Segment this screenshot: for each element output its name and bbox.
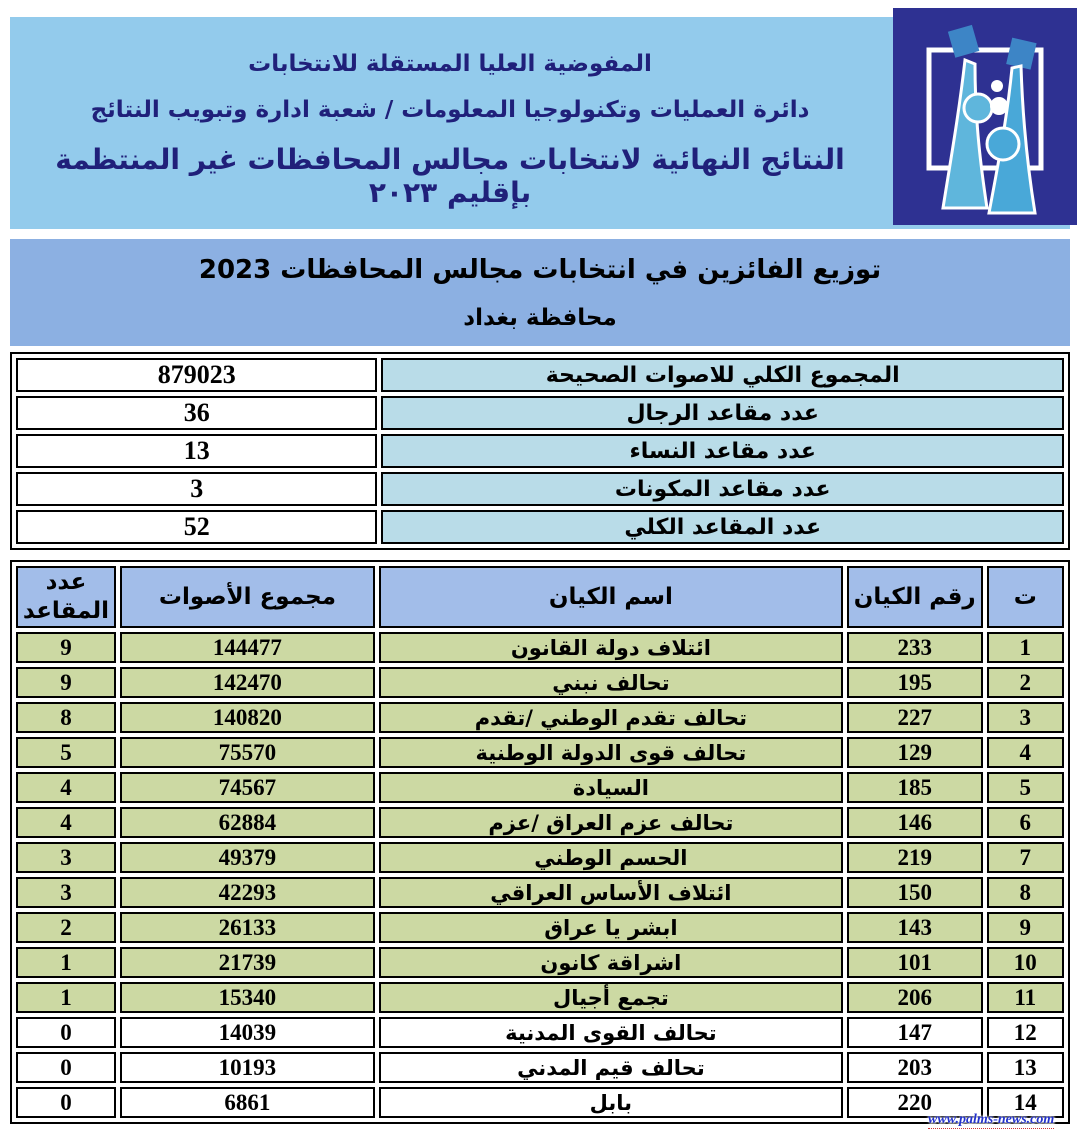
votes-cell: 21739 [120,947,375,978]
entity-no-cell: 147 [847,1017,983,1048]
entity-no-cell: 206 [847,982,983,1013]
table-row [16,772,1064,803]
voter-figure-right-head [987,128,1019,160]
votes-cell: 26133 [120,912,375,943]
site-watermark: www.palms-news.com [928,1112,1055,1127]
serial-cell: 9 [987,912,1065,943]
ihec-logo [893,8,1077,225]
entity-no-cell: 219 [847,842,983,873]
table-row [16,702,1064,733]
governorate-name: محافظة بغداد [463,304,617,331]
entity-no-cell: 220 [847,1087,983,1118]
serial-cell: 8 [987,877,1065,908]
summary-table [10,352,1070,550]
logo-dot-large [990,97,1008,115]
serial-cell: 3 [987,702,1065,733]
table-row [16,807,1064,838]
seats-cell: 1 [16,947,116,978]
ihec-logo-graphic [893,8,1077,225]
table-row [16,982,1064,1013]
table-row [16,667,1064,698]
votes-cell: 142470 [120,667,375,698]
serial-cell: 11 [987,982,1065,1013]
department-name: دائرة العمليات وتكنولوجيا المعلومات / شعبة ادارة وتبويب النتائج [90,97,810,123]
votes-cell: 75570 [120,737,375,768]
summary-row [16,396,1064,430]
logo-dot-small [991,80,1003,92]
serial-cell: 10 [987,947,1065,978]
table-row [16,737,1064,768]
summary-value: 52 [16,510,377,544]
summary-value: 13 [16,434,377,468]
col-header-serial: ت [987,566,1065,628]
entity-name-cell: بابل [379,1087,843,1118]
commission-name: المفوضية العليا المستقلة للانتخابات [248,51,652,77]
results-table [10,560,1070,1124]
seats-cell: 0 [16,1017,116,1048]
serial-cell: 12 [987,1017,1065,1048]
seats-cell: 9 [16,667,116,698]
entity-no-cell: 150 [847,877,983,908]
entity-name-cell: تحالف قيم المدني [379,1052,843,1083]
seats-cell: 3 [16,877,116,908]
table-row [16,1052,1064,1083]
entity-name-cell: ائتلاف الأساس العراقي [379,877,843,908]
votes-cell: 49379 [120,842,375,873]
voter-figure-left-head [964,94,992,122]
votes-cell: 74567 [120,772,375,803]
votes-cell: 144477 [120,632,375,663]
entity-no-cell: 146 [847,807,983,838]
summary-row [16,434,1064,468]
serial-cell: 4 [987,737,1065,768]
summary-row [16,358,1064,392]
entity-no-cell: 129 [847,737,983,768]
seats-cell: 8 [16,702,116,733]
entity-name-cell: الحسم الوطني [379,842,843,873]
col-header-votes: مجموع الأصوات [120,566,375,628]
votes-cell: 15340 [120,982,375,1013]
votes-cell: 42293 [120,877,375,908]
summary-label: المجموع الكلي للاصوات الصحيحة [381,358,1064,392]
col-header-entity-no: رقم الكيان [847,566,983,628]
seats-cell: 3 [16,842,116,873]
table-row [16,1017,1064,1048]
col-header-seats: عدد المقاعد [16,566,116,628]
serial-cell: 1 [987,632,1065,663]
seats-cell: 4 [16,772,116,803]
seats-cell: 5 [16,737,116,768]
seats-cell: 0 [16,1052,116,1083]
votes-cell: 10193 [120,1052,375,1083]
summary-row [16,510,1064,544]
seats-cell: 1 [16,982,116,1013]
summary-value: 3 [16,472,377,506]
entity-name-cell: ائتلاف دولة القانون [379,632,843,663]
table-row [16,842,1064,873]
table-row [16,877,1064,908]
entity-name-cell: تحالف قوى الدولة الوطنية [379,737,843,768]
results-header-row [16,566,1064,628]
entity-no-cell: 233 [847,632,983,663]
entity-name-cell: ابشر يا عراق [379,912,843,943]
seats-cell: 9 [16,632,116,663]
entity-no-cell: 227 [847,702,983,733]
entity-name-cell: اشراقة كانون [379,947,843,978]
table-row [16,912,1064,943]
seats-cell: 2 [16,912,116,943]
votes-cell: 14039 [120,1017,375,1048]
entity-no-cell: 101 [847,947,983,978]
votes-cell: 6861 [120,1087,375,1118]
distribution-title: توزيع الفائزين في انتخابات مجالس المحافظات 2023 [198,254,882,285]
entity-name-cell: تحالف عزم العراق /عزم [379,807,843,838]
votes-cell: 140820 [120,702,375,733]
table-row [16,947,1064,978]
entity-name-cell: تحالف تقدم الوطني /تقدم [379,702,843,733]
report-title: النتائج النهائية لانتخابات مجالس المحافظات غير المنتظمة بإقليم ٢٠٢٣ [55,143,845,209]
serial-cell: 2 [987,667,1065,698]
summary-label: عدد مقاعد الرجال [381,396,1064,430]
serial-cell: 14 [987,1087,1065,1118]
entity-no-cell: 195 [847,667,983,698]
table-row [16,1087,1064,1118]
summary-value: 879023 [16,358,377,392]
summary-row [16,472,1064,506]
col-header-entity-name: اسم الكيان [379,566,843,628]
serial-cell: 6 [987,807,1065,838]
entity-name-cell: تجمع أجيال [379,982,843,1013]
serial-cell: 5 [987,772,1065,803]
serial-cell: 13 [987,1052,1065,1083]
entity-no-cell: 185 [847,772,983,803]
summary-label: عدد المقاعد الكلي [381,510,1064,544]
entity-name-cell: تحالف القوى المدنية [379,1017,843,1048]
summary-label: عدد مقاعد النساء [381,434,1064,468]
summary-value: 36 [16,396,377,430]
title-band [10,239,1070,346]
summary-label: عدد مقاعد المكونات [381,472,1064,506]
serial-cell: 7 [987,842,1065,873]
entity-name-cell: السيادة [379,772,843,803]
table-row [16,632,1064,663]
seats-cell: 0 [16,1087,116,1118]
header-text-block [10,17,890,229]
entity-name-cell: تحالف نبني [379,667,843,698]
votes-cell: 62884 [120,807,375,838]
entity-no-cell: 203 [847,1052,983,1083]
entity-no-cell: 143 [847,912,983,943]
seats-cell: 4 [16,807,116,838]
